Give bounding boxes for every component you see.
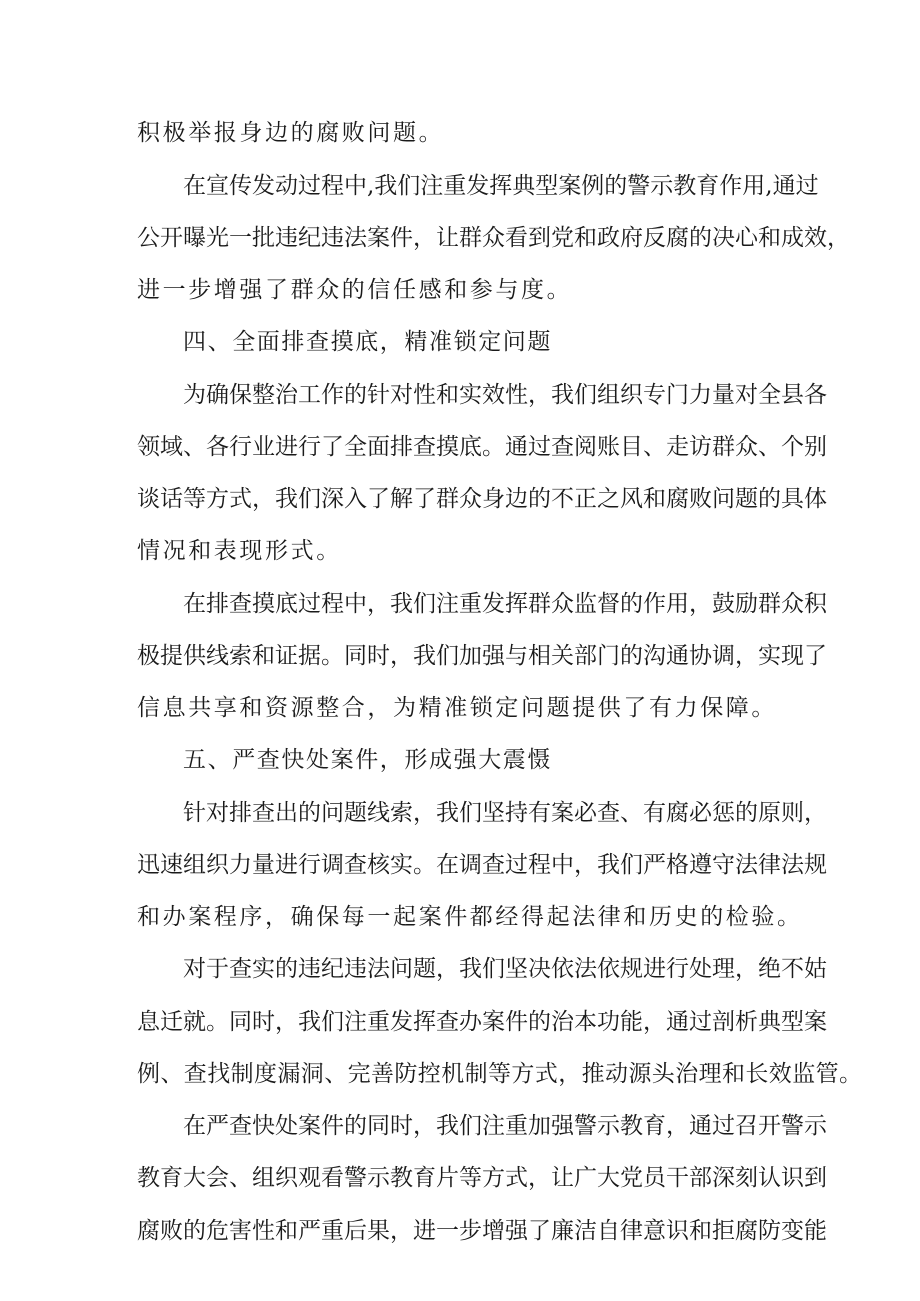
paragraph-line: 迅速组织力量进行调查核实。在调查过程中，我们严格遵守法律法规 [137, 852, 827, 878]
paragraph-line: 在排查摸底过程中，我们注重发挥群众监督的作用，鼓励群众积 [183, 591, 827, 617]
paragraph-line: 信息共享和资源整合，为精准锁定问题提供了有力保障。 [137, 695, 777, 721]
section-heading: 五、严查快处案件，形成强大震慑 [183, 747, 552, 773]
paragraph-line: 在严查快处案件的同时，我们注重加强警示教育，通过召开警示 [183, 1113, 827, 1139]
paragraph-line: 对于查实的违纪违法问题，我们坚决依法依规进行处理，绝不姑 [183, 956, 827, 982]
paragraph-line: 领域、各行业进行了全面排查摸底。通过查阅账目、走访群众、个别 [137, 434, 827, 460]
paragraph-line: 情况和表现形式。 [137, 538, 342, 564]
paragraph-line: 公开曝光一批违纪违法案件，让群众看到党和政府反腐的决心和成效， [137, 225, 850, 251]
section-heading: 四、全面排查摸底，精准锁定问题 [183, 329, 552, 355]
paragraph-line: 极提供线索和证据。同时，我们加强与相关部门的沟通协调，实现了 [137, 643, 827, 669]
paragraph-line: 积极举报身边的腐败问题。 [137, 120, 445, 146]
paragraph-line: 在宣传发动过程中,我们注重发挥典型案例的警示教育作用,通过 [183, 173, 819, 199]
paragraph-line: 腐败的危害性和严重后果，进一步增强了廉洁自律意识和拒腐防变能 [137, 1218, 827, 1244]
paragraph-line: 息迁就。同时，我们注重发挥查办案件的治本功能，通过剖析典型案 [137, 1009, 827, 1035]
paragraph-line: 例、查找制度漏洞、完善防控机制等方式，推动源头治理和长效监管。 [137, 1061, 863, 1087]
paragraph-line: 和办案程序，确保每一起案件都经得起法律和历史的检验。 [137, 904, 803, 930]
paragraph-line: 谈话等方式，我们深入了解了群众身边的不正之风和腐败问题的具体 [137, 486, 827, 512]
paragraph-line: 为确保整治工作的针对性和实效性，我们组织专门力量对全县各 [183, 382, 827, 408]
paragraph-line: 进一步增强了群众的信任感和参与度。 [137, 277, 573, 303]
paragraph-line: 教育大会、组织观看警示教育片等方式，让广大党员干部深刻认识到 [137, 1165, 827, 1191]
paragraph-line: 针对排查出的问题线索，我们坚持有案必查、有腐必惩的原则， [183, 800, 827, 826]
